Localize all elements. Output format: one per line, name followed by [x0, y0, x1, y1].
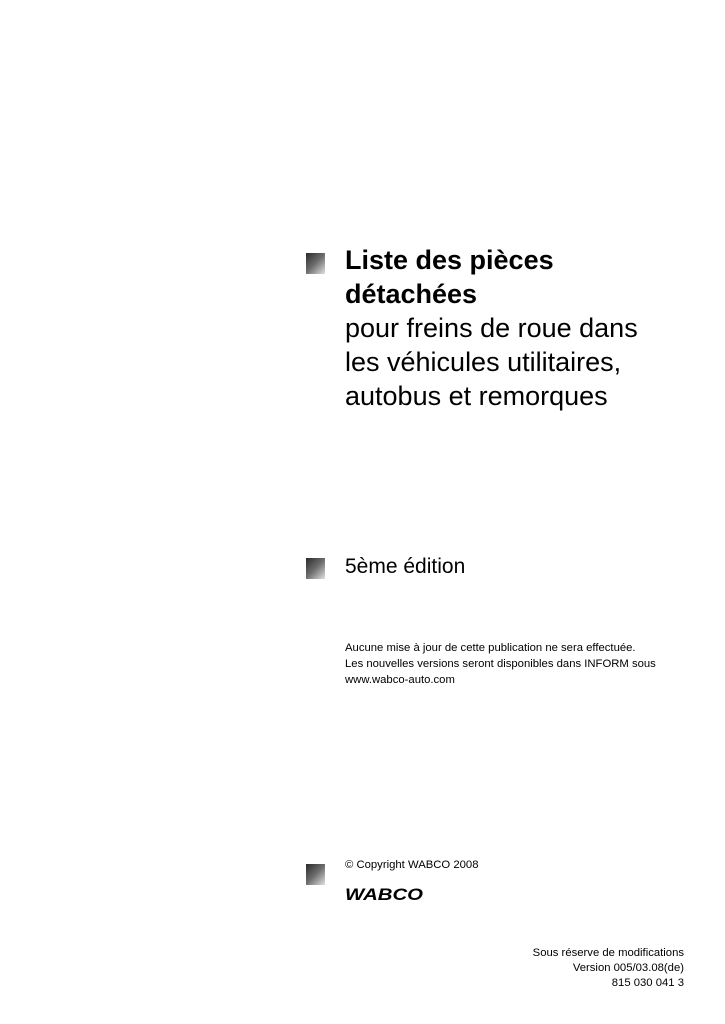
- edition-label: 5ème édition: [345, 555, 466, 578]
- subtitle-line-1: pour freins de roue dans: [345, 313, 638, 343]
- title-bullet-icon: [306, 253, 325, 274]
- wabco-logo-text: WABCO: [345, 885, 423, 904]
- notice-line-1: Aucune mise à jour de cette publication ne sera effectuée.: [345, 642, 636, 654]
- notice-line-3: www.wabco-auto.com: [345, 674, 455, 686]
- footer-info: [533, 946, 684, 991]
- title-line-1: Liste des pièces: [345, 245, 554, 275]
- copyright-text: © Copyright WABCO 2008: [345, 859, 479, 871]
- footer-reservation: Sous réserve de modifications: [532, 947, 684, 959]
- update-notice: [345, 640, 705, 688]
- edition-bullet-icon: [306, 558, 325, 579]
- title-line-2: détachées: [345, 279, 478, 309]
- document-title: [345, 243, 705, 413]
- subtitle-line-2: les véhicules utilitaires,: [345, 347, 622, 377]
- footer-version: Version 005/03.08(de): [572, 962, 684, 974]
- subtitle-line-3: autobus et remorques: [345, 381, 608, 411]
- copyright-bullet-icon: [306, 864, 325, 885]
- footer-part-number: 815 030 041 3: [611, 977, 684, 989]
- wabco-logo: [345, 884, 425, 904]
- notice-line-2: Les nouvelles versions seront disponibles dans INFORM sous: [345, 658, 656, 670]
